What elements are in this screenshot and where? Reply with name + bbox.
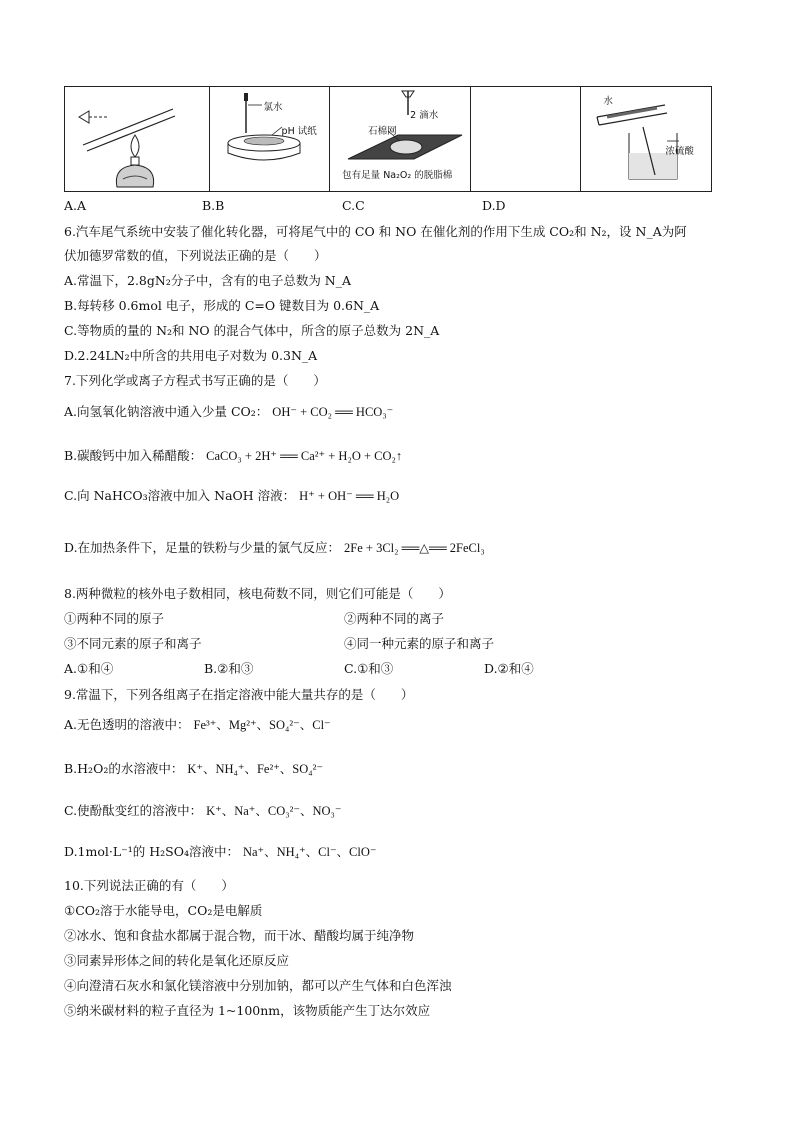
q7-b-equation: CaCO₃ + 2H⁺ ══ Ca²⁺ + H₂O + CO₂↑ — [206, 449, 403, 463]
chlorine-water-label: 氯水 — [263, 102, 283, 113]
dilution-figure — [581, 87, 711, 191]
figure-strip — [64, 86, 712, 192]
q5-choice-c[interactable]: C.C — [342, 198, 365, 213]
q9-d-ions: Na⁺、NH₄⁺、Cl⁻、ClO⁻ — [242, 845, 377, 859]
q7-option-d[interactable] — [64, 538, 485, 556]
q10-statement-5: ⑤纳米碳材料的粒子直径为 1~100nm，该物质能产生丁达尔效应 — [64, 1003, 431, 1018]
q10-statement-4: ④向澄清石灰水和氯化镁溶液中分别加钠，都可以产生气体和白色浑浊 — [64, 978, 452, 993]
water-drops-label: 2 滴水 — [410, 110, 439, 121]
ph-paper-label: pH 试纸 — [281, 126, 317, 137]
q7-d-text: D.在加热条件下，足量的铁粉与少量的氯气反应： — [64, 540, 341, 555]
q5-choices — [64, 198, 724, 216]
q6-option-c[interactable]: C.等物质的量的 N₂和 NO 的混合气体中，所含的原子总数为 2N_A — [64, 323, 440, 338]
q10-statement-1: ①CO₂溶于水能导电，CO₂是电解质 — [64, 903, 263, 918]
q9-option-c[interactable] — [64, 801, 341, 819]
q9-stem: 9.常温下，下列各组离子在指定溶液中能大量共存的是（ ） — [64, 687, 414, 702]
q8-statement-1: ①两种不同的原子 — [64, 611, 165, 626]
q7-c-equation: H⁺ + OH⁻ ══ H₂O — [299, 489, 400, 503]
q9-b-ions: K⁺、NH₄⁺、Fe²⁺、SO₄²⁻ — [187, 762, 323, 776]
q10-statement-2: ②冰水、饱和食盐水都属于混合物，而干冰、醋酸均属于纯净物 — [64, 928, 415, 943]
q9-a-text: A.无色透明的溶液中： — [64, 717, 190, 732]
q6-option-a[interactable]: A.常温下，2.8gN₂分子中，含有的电子总数为 N_A — [64, 273, 352, 288]
q7-option-a[interactable] — [64, 402, 393, 420]
q8-statement-2: ②两种不同的离子 — [344, 611, 445, 626]
figure-c — [330, 87, 471, 191]
q8-statement-4: ④同一种元素的原子和离子 — [344, 636, 495, 651]
q8-stem: 8.两种微粒的核外电子数相同，核电荷数不同，则它们可能是（ ） — [64, 586, 451, 601]
q5-choice-a[interactable]: A.A — [64, 198, 87, 213]
asbestos-mesh-label: 石棉网 — [368, 126, 397, 137]
q8-option-c[interactable]: C.①和③ — [344, 661, 394, 676]
q9-d-text: D.1mol·L⁻¹的 H₂SO₄溶液中： — [64, 844, 239, 859]
q7-option-b[interactable] — [64, 446, 402, 464]
q6-stem-2: 伏加德罗常数的值，下列说法正确的是（ ） — [64, 248, 327, 263]
q8-option-b[interactable]: B.②和③ — [204, 661, 254, 676]
q8-option-d[interactable]: D.②和④ — [484, 661, 534, 676]
q8-statement-3: ③不同元素的原子和离子 — [64, 636, 202, 651]
q6-option-b[interactable]: B.每转移 0.6mol 电子，形成的 C=O 键数目为 0.6N_A — [64, 298, 380, 313]
q9-c-ions: K⁺、Na⁺、CO₃²⁻、NO₃⁻ — [206, 804, 342, 818]
q7-d-equation: 2Fe + 3Cl₂ ══△══ 2FeCl₃ — [344, 541, 485, 555]
q9-option-a[interactable] — [64, 715, 331, 733]
q9-a-ions: Fe³⁺、Mg²⁺、SO₄²⁻、Cl⁻ — [193, 718, 331, 732]
figure-blank — [471, 87, 582, 191]
water-label: 水 — [603, 96, 613, 107]
q7-c-text: C.向 NaHCO₃溶液中加入 NaOH 溶液： — [64, 488, 296, 503]
q7-a-text: A.向氢氧化钠溶液中通入少量 CO₂： — [64, 404, 269, 419]
q5-choice-d[interactable]: D.D — [482, 198, 506, 213]
q10-statement-3: ③同素异形体之间的转化是氧化还原反应 — [64, 953, 290, 968]
figure-b — [210, 87, 331, 191]
q9-option-d[interactable] — [64, 842, 377, 860]
q10-stem: 10.下列说法正确的有（ ） — [64, 878, 234, 893]
alcohol-lamp-figure — [65, 87, 209, 191]
figure-d — [581, 87, 711, 191]
q9-option-b[interactable] — [64, 759, 323, 777]
q7-a-equation: OH⁻ + CO₂ ══ HCO₃⁻ — [272, 405, 394, 419]
q7-b-text: B.碳酸钙中加入稀醋酸： — [64, 448, 203, 463]
q9-b-text: B.H₂O₂的水溶液中： — [64, 761, 184, 776]
q7-stem: 7.下列化学或离子方程式书写正确的是（ ） — [64, 373, 326, 388]
figure-a — [65, 87, 210, 191]
q7-option-c[interactable] — [64, 486, 399, 504]
q8-option-a[interactable]: A.①和④ — [64, 661, 114, 676]
q5-choice-b[interactable]: B.B — [202, 198, 225, 213]
q6-stem-1: 6.汽车尾气系统中安装了催化转化器，可将尾气中的 CO 和 NO 在催化剂的作用下生成 CO₂和 N₂，设 N_A为阿 — [64, 224, 687, 239]
cotton-label: 包有足量 Na₂O₂ 的脱脂棉 — [342, 170, 453, 181]
q9-c-text: C.使酚酞变红的溶液中： — [64, 803, 203, 818]
conc-sulfuric-label: 浓硫酸 — [665, 146, 694, 157]
q6-option-d[interactable]: D.2.24LN₂中所含的共用电子对数为 0.3N_A — [64, 348, 318, 363]
